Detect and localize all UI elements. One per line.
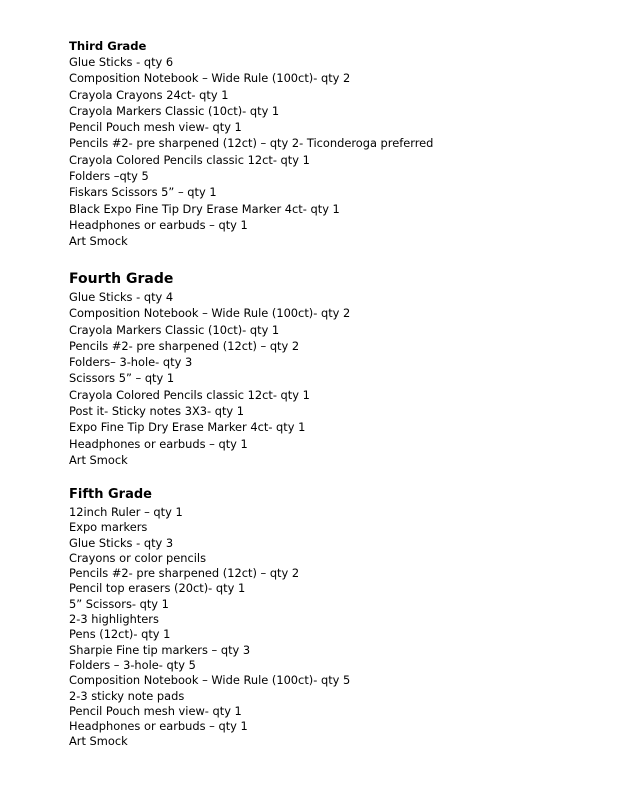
list-item: Scissors 5” – qty 1 [69, 371, 175, 386]
list-item: Pencils #2- pre sharpened (12ct) – qty 2 [69, 338, 300, 353]
list-item: Glue Sticks - qty 4 [69, 290, 174, 304]
list-item: Art Smock [69, 452, 128, 467]
list-item: 12inch Ruler – qty 1 [69, 505, 183, 519]
list-item: 2-3 highlighters [69, 612, 159, 627]
section-heading: Fourth Grade [69, 271, 174, 287]
list-item: Fiskars Scissors 5” – qty 1 [69, 185, 217, 200]
list-item: Pencil top erasers (20ct)- qty 1 [69, 581, 246, 596]
section-fourth-grade [69, 270, 589, 468]
section-heading: Third Grade [69, 39, 147, 53]
list-item: 2-3 sticky note pads [69, 688, 185, 703]
section-fifth-grade [69, 486, 589, 750]
list-item: Pencils #2- pre sharpened (12ct) – qty 2- Ticonderoga preferred [69, 136, 434, 151]
list-item: Composition Notebook – Wide Rule (100ct)- qty 5 [69, 673, 351, 688]
list-item: Sharpie Fine tip markers – qty 3 [69, 642, 251, 657]
list-item: Crayola Crayons 24ct- qty 1 [69, 87, 229, 102]
section-heading: Fifth Grade [69, 487, 152, 502]
list-item: Folders– 3-hole- qty 3 [69, 355, 193, 370]
list-item: Headphones or earbuds – qty 1 [69, 436, 248, 451]
list-item: Composition Notebook – Wide Rule (100ct)- qty 2 [69, 306, 351, 321]
list-item: Expo markers [69, 520, 148, 535]
list-item: Glue Sticks - qty 6 [69, 55, 174, 69]
list-item: Headphones or earbuds – qty 1 [69, 217, 248, 232]
list-item: Folders –qty 5 [69, 169, 149, 184]
list-item: Crayola Colored Pencils classic 12ct- qty 1 [69, 152, 310, 167]
list-item: Pencil Pouch mesh view- qty 1 [69, 703, 242, 718]
list-item: Pencils #2- pre sharpened (12ct) – qty 2 [69, 566, 300, 581]
list-item: Glue Sticks - qty 3 [69, 535, 174, 550]
list-item: Crayola Markers Classic (10ct)- qty 1 [69, 322, 280, 337]
list-item: Art Smock [69, 234, 128, 249]
list-item: Art Smock [69, 734, 128, 749]
list-item: Pencil Pouch mesh view- qty 1 [69, 120, 242, 135]
list-item: Crayola Colored Pencils classic 12ct- qty 1 [69, 387, 310, 402]
list-item: Folders – 3-hole- qty 5 [69, 657, 196, 672]
list-item: Expo Fine Tip Dry Erase Marker 4ct- qty 1 [69, 420, 306, 435]
list-item: Crayons or color pencils [69, 550, 207, 565]
list-item: Crayola Markers Classic (10ct)- qty 1 [69, 103, 280, 118]
list-item: Pens (12ct)- qty 1 [69, 627, 171, 642]
list-item: Black Expo Fine Tip Dry Erase Marker 4ct- qty 1 [69, 201, 340, 216]
list-item: 5” Scissors- qty 1 [69, 596, 169, 611]
section-third-grade [69, 38, 589, 250]
list-item: Composition Notebook – Wide Rule (100ct)- qty 2 [69, 71, 351, 86]
list-item: Headphones or earbuds – qty 1 [69, 719, 248, 734]
list-item: Post it- Sticky notes 3X3- qty 1 [69, 404, 245, 419]
